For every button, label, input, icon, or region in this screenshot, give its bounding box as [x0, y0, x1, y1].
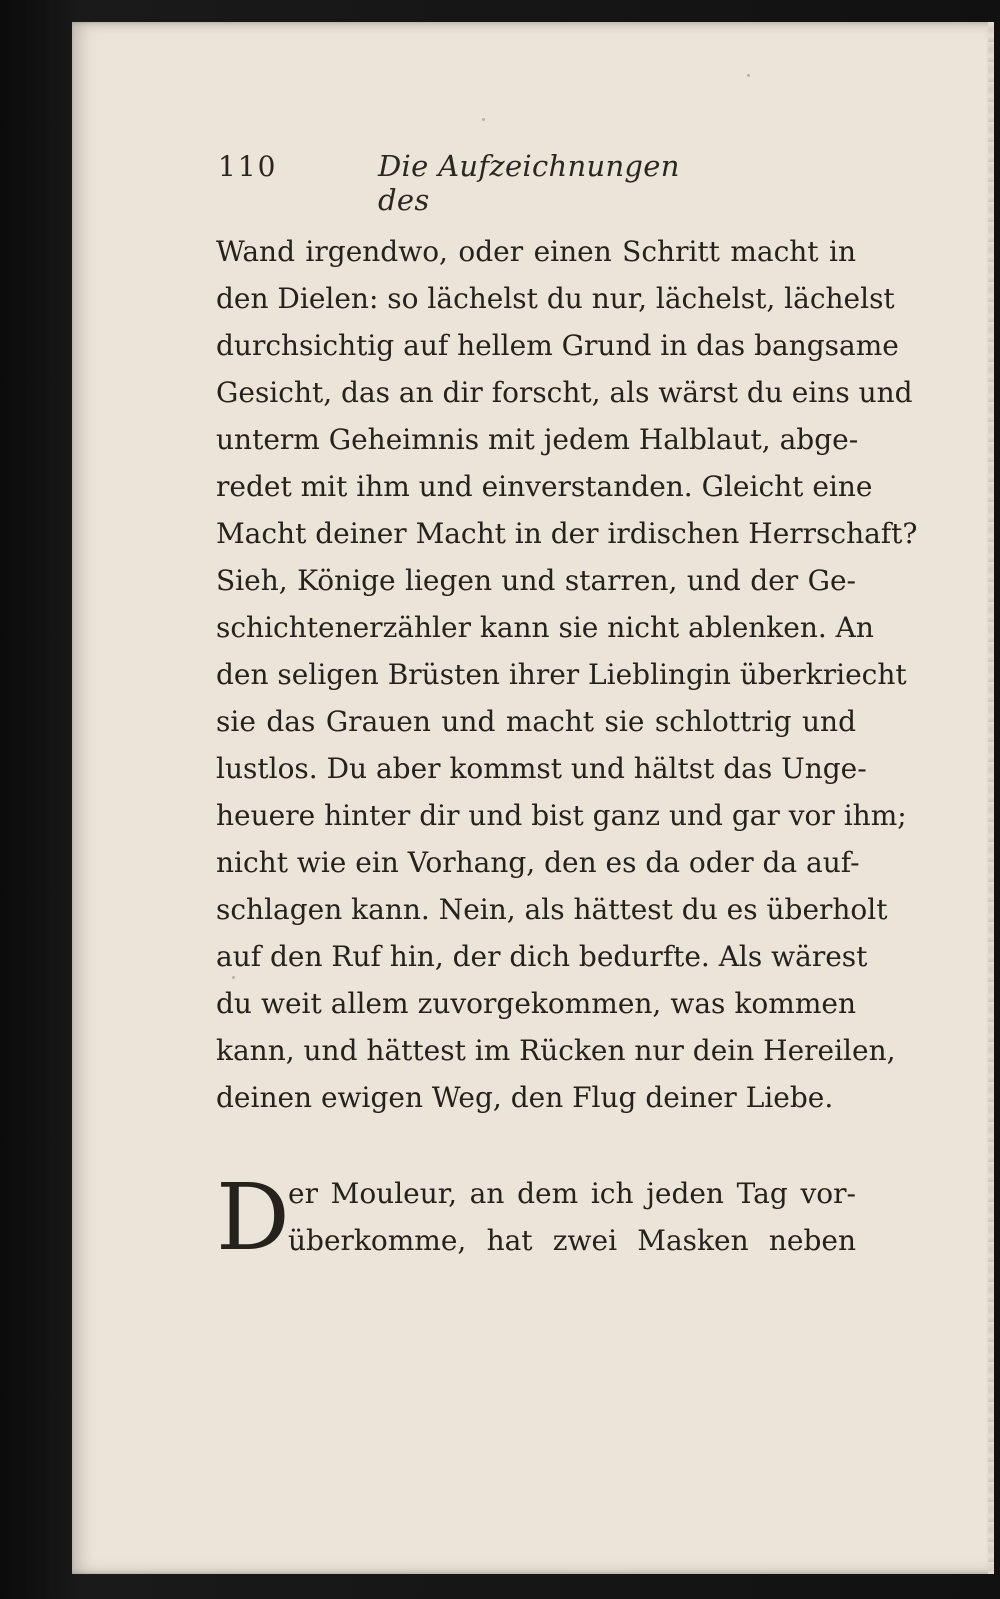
text-line: überkomme, hat zwei Masken neben: [288, 1224, 856, 1257]
text-line: Sieh, Könige liegen und starren, und der Ge-: [216, 564, 856, 597]
paper-speck: [482, 118, 485, 121]
text-line: du weit allem zuvorgekommen, was kommen: [216, 987, 856, 1020]
text-line: Gesicht, das an dir forscht, als wärst du eins und: [216, 376, 913, 409]
text-line-last: deinen ewigen Weg, den Flug deiner Liebe.: [216, 1081, 834, 1114]
text-line: kann, und hättest im Rücken nur dein Hereilen,: [216, 1034, 896, 1067]
text-line: lustlos. Du aber kommst und hältst das Unge-: [216, 752, 867, 785]
text-line: nicht wie ein Vorhang, den es da oder da auf-: [216, 846, 860, 879]
text-line: unterm Geheimnis mit jedem Halblaut, abge-: [216, 423, 859, 456]
text-line: redet mit ihm und einverstanden. Gleicht eine: [216, 470, 873, 503]
page-number: 110: [218, 150, 278, 183]
text-line: schlagen kann. Nein, als hättest du es überholt: [216, 893, 888, 926]
paper-speck: [747, 74, 750, 77]
text-line: den Dielen: so lächelst du nur, lächelst, lächelst: [216, 282, 895, 315]
running-head-title: Die Aufzeichnungen des: [378, 149, 680, 217]
text-line: auf den Ruf hin, der dich bedurfte. Als wärest: [216, 940, 868, 973]
text-line: den seligen Brüsten ihrer Lieblingin überkriecht: [216, 658, 907, 691]
text-line: Wand irgendwo, oder einen Schritt macht in: [216, 235, 856, 268]
text-line: Macht deiner Macht in der irdischen Herrschaft?: [216, 517, 918, 550]
text-line: heuere hinter dir und bist ganz und gar vor ihm;: [216, 799, 907, 832]
text-line: durchsichtig auf hellem Grund in das bangsame: [216, 329, 899, 362]
paragraph-2: [216, 1164, 856, 1271]
drop-cap: D: [216, 1164, 290, 1271]
text-line: schichtenerzähler kann sie nicht ablenken. An: [216, 611, 874, 644]
text-line: sie das Grauen und macht sie schlottrig und: [216, 705, 856, 738]
running-head: [218, 149, 698, 217]
paragraph-1: [216, 228, 918, 1121]
text-line: er Mouleur, an dem ich jeden Tag vor-: [288, 1177, 856, 1210]
